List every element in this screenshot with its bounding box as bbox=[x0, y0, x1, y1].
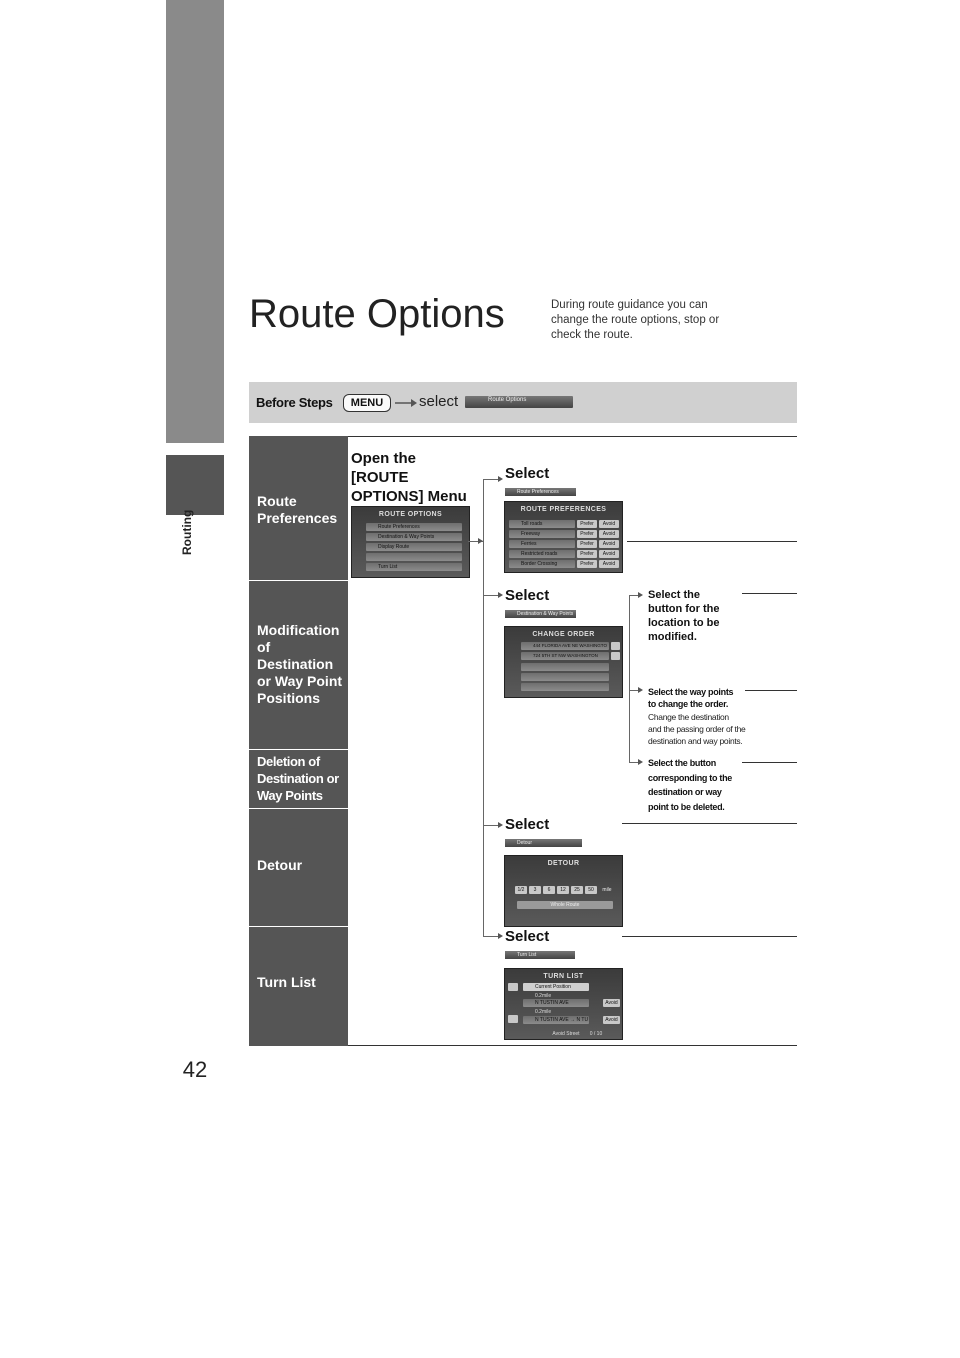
menu-row bbox=[366, 553, 462, 561]
divider bbox=[745, 690, 797, 691]
prefer-button: Prefer bbox=[577, 520, 597, 528]
avoid-button: Avoid bbox=[603, 999, 620, 1007]
order-row-empty bbox=[521, 683, 609, 691]
category-label: Turn List bbox=[257, 974, 316, 990]
route-options-screen bbox=[351, 506, 470, 578]
note-way-points-title: Select the way points to change the order. bbox=[648, 687, 734, 709]
arrow-right-icon bbox=[638, 687, 643, 693]
note-select-button: Select the button for the location to be modified. bbox=[648, 589, 720, 643]
avoid-button: Avoid bbox=[599, 530, 619, 538]
avoid-button: Avoid bbox=[599, 520, 619, 528]
connector bbox=[483, 479, 484, 936]
connector bbox=[629, 595, 630, 762]
open-menu-label: Open the [ROUTE OPTIONS] Menu bbox=[351, 450, 467, 505]
turn-row: Current Position bbox=[523, 983, 589, 991]
menu-row: Destination & Way Points bbox=[366, 533, 462, 541]
select-word: select bbox=[419, 393, 459, 410]
order-row-empty bbox=[521, 673, 609, 681]
note-delete: Select the button corresponding to the destination or way point to be deleted. bbox=[648, 758, 733, 812]
scroll-up-button bbox=[508, 983, 518, 991]
screen-header: ROUTE PREFERENCES bbox=[520, 506, 607, 513]
order-row: 724 5TH ST NW WASHINGTON bbox=[521, 652, 609, 660]
arrow-right-icon bbox=[498, 933, 503, 939]
avoid-button: Avoid bbox=[599, 560, 619, 568]
divider bbox=[348, 436, 797, 437]
scroll-down-button bbox=[508, 1015, 518, 1023]
avoid-button: Avoid bbox=[603, 1016, 620, 1024]
divider bbox=[742, 762, 797, 763]
arrow-right-icon bbox=[395, 399, 417, 407]
detour-screen bbox=[504, 855, 623, 927]
route-preferences-chip: Route Preferences bbox=[505, 488, 576, 496]
turn-row: N TUSTIN AVE bbox=[523, 999, 589, 1007]
divider bbox=[348, 1045, 797, 1046]
select-label: Select bbox=[505, 816, 550, 833]
distance-button: 12 bbox=[557, 886, 569, 894]
menu-row: Route Preferences bbox=[366, 523, 462, 531]
turn-row: 0.2mile bbox=[535, 1009, 552, 1015]
pref-row: Restricted roads bbox=[509, 550, 575, 558]
screen-header: CHANGE ORDER bbox=[532, 631, 595, 638]
pref-row: Border Crossing bbox=[509, 560, 575, 568]
avoid-button: Avoid bbox=[599, 540, 619, 548]
select-label: Select bbox=[505, 928, 550, 945]
route-options-chip-label: Route Options bbox=[488, 397, 527, 403]
arrow-right-icon bbox=[498, 822, 503, 828]
select-label: Select bbox=[505, 587, 550, 604]
route-preferences-screen bbox=[504, 501, 623, 573]
connector bbox=[483, 479, 499, 480]
note-way-points-body: Change the destination and the passing order of the destination and way points. bbox=[648, 712, 746, 746]
whole-route-button: Whole Route bbox=[517, 901, 613, 909]
distance-button: 1/2 bbox=[515, 886, 527, 894]
distance-button: 50 bbox=[585, 886, 597, 894]
arrow-right-icon bbox=[498, 592, 503, 598]
pref-row: Ferries bbox=[509, 540, 575, 548]
distance-button: 6 bbox=[543, 886, 555, 894]
divider bbox=[622, 936, 797, 937]
delete-button bbox=[611, 642, 620, 650]
category-label: Deletion of Destination or Way Points bbox=[257, 754, 339, 803]
arrow-right-icon bbox=[498, 476, 503, 482]
avoid-button: Avoid bbox=[599, 550, 619, 558]
connector bbox=[483, 936, 499, 937]
select-label: Select bbox=[505, 465, 550, 482]
connector bbox=[483, 825, 499, 826]
divider bbox=[622, 823, 797, 824]
turn-list-screen bbox=[504, 968, 623, 1040]
detour-chip: Detour bbox=[505, 839, 582, 847]
avoid-street-count: 0 / 10 bbox=[589, 1031, 603, 1037]
page-number: 42 bbox=[182, 1057, 208, 1082]
turn-row: N TUSTIN AVE → N TU bbox=[523, 1016, 589, 1024]
distance-button: 3 bbox=[529, 886, 541, 894]
before-steps-label: Before Steps bbox=[256, 395, 333, 410]
turn-list-chip: Turn List bbox=[505, 951, 575, 959]
category-label: Modification of Destination or Way Point Positions bbox=[257, 622, 343, 706]
destination-chip: Destination & Way Points bbox=[505, 610, 576, 618]
prefer-button: Prefer bbox=[577, 560, 597, 568]
category-label: Route Preferences bbox=[257, 493, 338, 526]
screen-header: ROUTE OPTIONS bbox=[378, 511, 443, 518]
change-order-screen bbox=[504, 626, 623, 698]
screen-header: DETOUR bbox=[547, 860, 580, 867]
category-label: Detour bbox=[257, 857, 303, 873]
arrow-right-icon bbox=[638, 759, 643, 765]
arrow-right-icon bbox=[478, 538, 483, 544]
order-row: 444 FLORIDA AVE NE WASHINGTO bbox=[521, 642, 609, 650]
prefer-button: Prefer bbox=[577, 540, 597, 548]
prefer-button: Prefer bbox=[577, 530, 597, 538]
intro-text: During route guidance you can change the route options, stop or check the route. bbox=[551, 299, 720, 341]
delete-button bbox=[611, 652, 620, 660]
pref-row: Toll roads bbox=[509, 520, 575, 528]
avoid-street-label: Avoid Street bbox=[552, 1031, 580, 1037]
section-label: Routing bbox=[180, 509, 194, 555]
distance-button: 25 bbox=[571, 886, 583, 894]
distance-unit: mile bbox=[602, 887, 612, 893]
turn-row: 0.2mile bbox=[535, 993, 552, 999]
page-title: Route Options bbox=[249, 292, 505, 336]
side-tab bbox=[166, 0, 224, 443]
menu-key: MENU bbox=[343, 394, 391, 412]
connector bbox=[483, 595, 499, 596]
arrow-right-icon bbox=[638, 592, 643, 598]
menu-row: Turn List bbox=[366, 563, 462, 571]
divider bbox=[627, 541, 797, 542]
screen-header: TURN LIST bbox=[543, 973, 584, 980]
order-row-empty bbox=[521, 663, 609, 671]
pref-row: Freeway bbox=[509, 530, 575, 538]
divider bbox=[742, 593, 797, 594]
menu-row: Display Route bbox=[366, 543, 462, 551]
prefer-button: Prefer bbox=[577, 550, 597, 558]
